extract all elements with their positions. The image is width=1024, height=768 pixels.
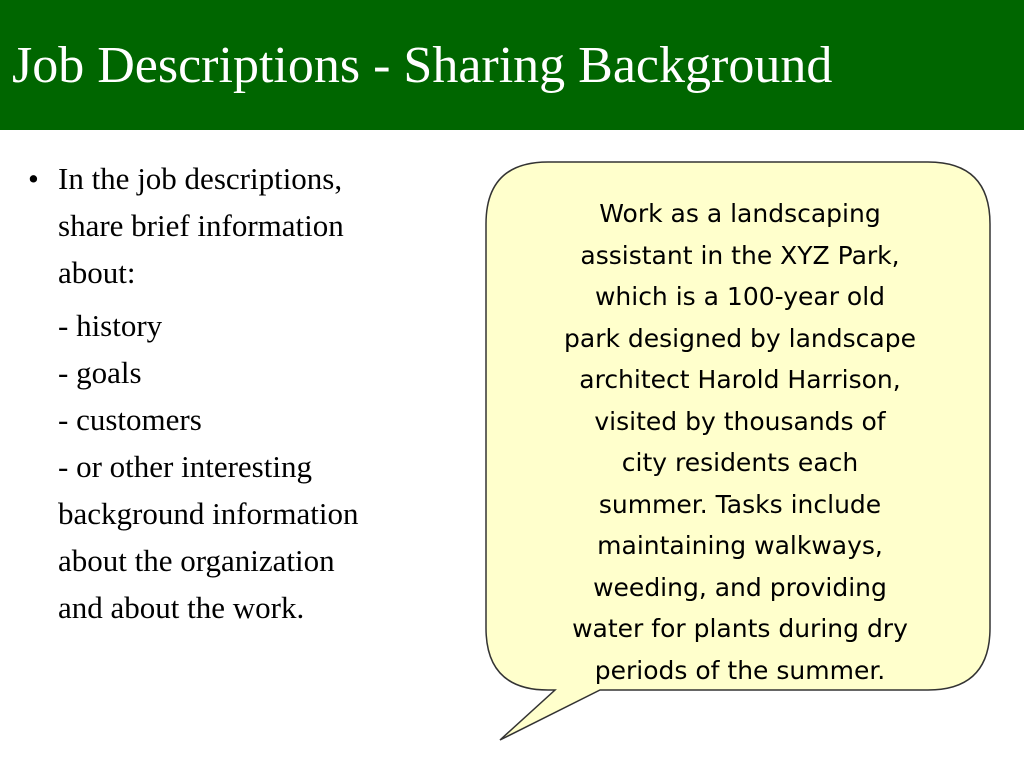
callout-line: summer. Tasks include	[598, 489, 882, 519]
slide-title: Job Descriptions - Sharing Background	[12, 37, 833, 94]
bullet-text-line: share brief information	[58, 208, 344, 243]
callout-line: architect Harold Harrison,	[579, 365, 901, 394]
sub-item-history: - history	[58, 308, 163, 343]
callout-line: Work as a landscaping	[599, 199, 881, 228]
callout-line: city residents each	[621, 448, 859, 477]
callout-line: which is a 100-year old	[594, 282, 886, 311]
callout-line: park designed by landscape	[564, 323, 916, 353]
bullet-text-line: about:	[58, 255, 136, 290]
sub-item-other-line: and about the work.	[58, 590, 305, 625]
bullet-text-line: In the job descriptions,	[58, 161, 343, 196]
callout-text	[515, 193, 965, 691]
sub-item-goals: - goals	[58, 355, 142, 390]
callout-line: maintaining walkways,	[597, 531, 883, 560]
callout-line: water for plants during dry	[572, 614, 908, 643]
callout-line: weeding, and providing	[593, 572, 887, 602]
sub-item-customers: - customers	[58, 402, 202, 437]
callout-line: visited by thousands of	[594, 406, 886, 436]
callout-line: periods of the summer.	[594, 655, 886, 685]
sub-item-other: - or other interesting	[58, 449, 312, 484]
callout-line: assistant in the XYZ Park,	[580, 240, 900, 270]
bullet-icon: •	[28, 161, 39, 196]
sub-item-other-line: background information	[58, 496, 359, 531]
sub-item-other-line: about the organization	[58, 543, 335, 578]
